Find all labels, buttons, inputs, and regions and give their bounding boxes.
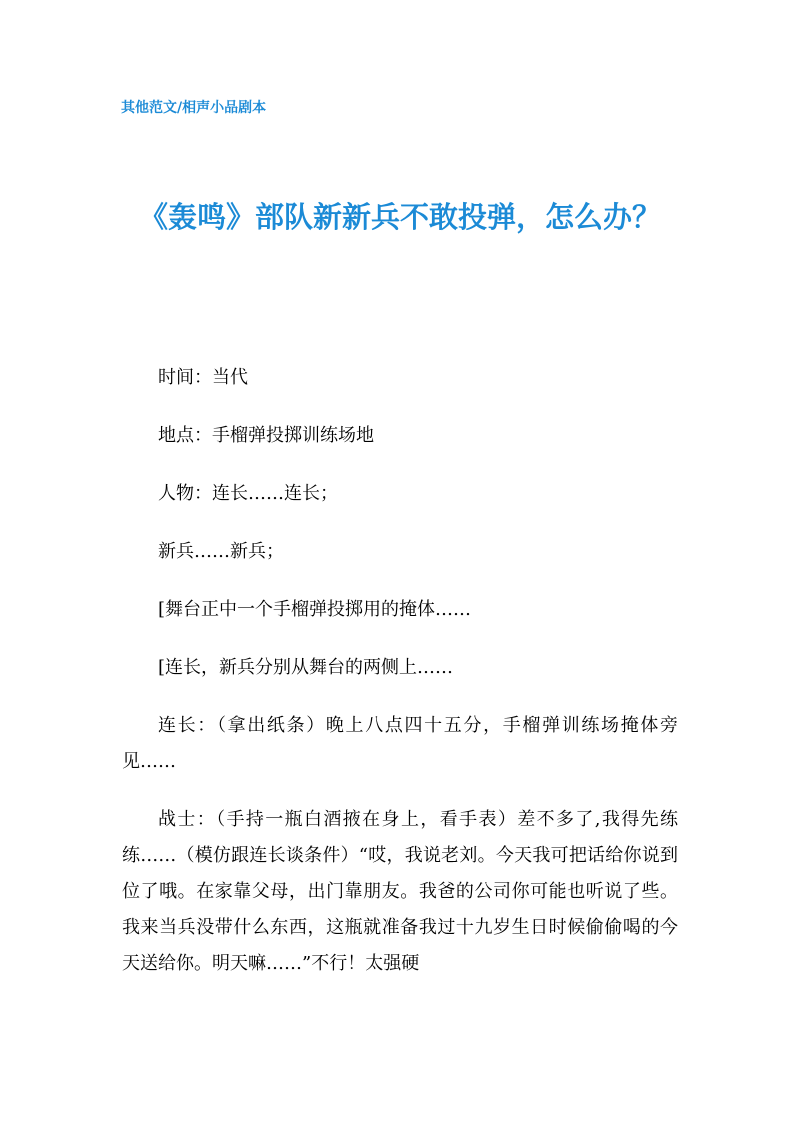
- paragraph-stage-direction-2: [连长，新兵分别从舞台的两侧上……: [158, 657, 454, 678]
- paragraph-time: 时间：当代: [158, 367, 248, 388]
- document-body: [122, 360, 678, 1004]
- paragraph-dialogue-commander: 连长：（拿出纸条）晚上八点四十五分，手榴弹训练场掩体旁见……: [122, 715, 678, 772]
- paragraph-dialogue-soldier: 战士：（手持一瓶白酒掖在身上，看手表）差不多了,我得先练练……（模仿跟连长谈条件）“哎，我说老刘。今天我可把话给你说到位了哦。在家靠父母，出门靠朋友。我爸的公司你可能也听说了些。我来当兵没带什么东西，这瓶就准备我过十九岁生日时候偷偷喝的今天送给你。明天嘛……”不行！太强硬: [122, 809, 678, 974]
- paragraph-characters: 人物：连长……连长；: [158, 483, 338, 504]
- paragraph-location: 地点：手榴弹投掷训练场地: [158, 425, 374, 446]
- document-title: 《轰鸣》部队新新兵不敢投弹，怎么办？: [138, 200, 661, 234]
- paragraph-stage-direction-1: [舞台正中一个手榴弹投掷用的掩体……: [158, 599, 472, 620]
- paragraph-characters-2: 新兵……新兵；: [158, 541, 284, 562]
- category-breadcrumb[interactable]: 其他范文/相声小品剧本: [121, 100, 267, 116]
